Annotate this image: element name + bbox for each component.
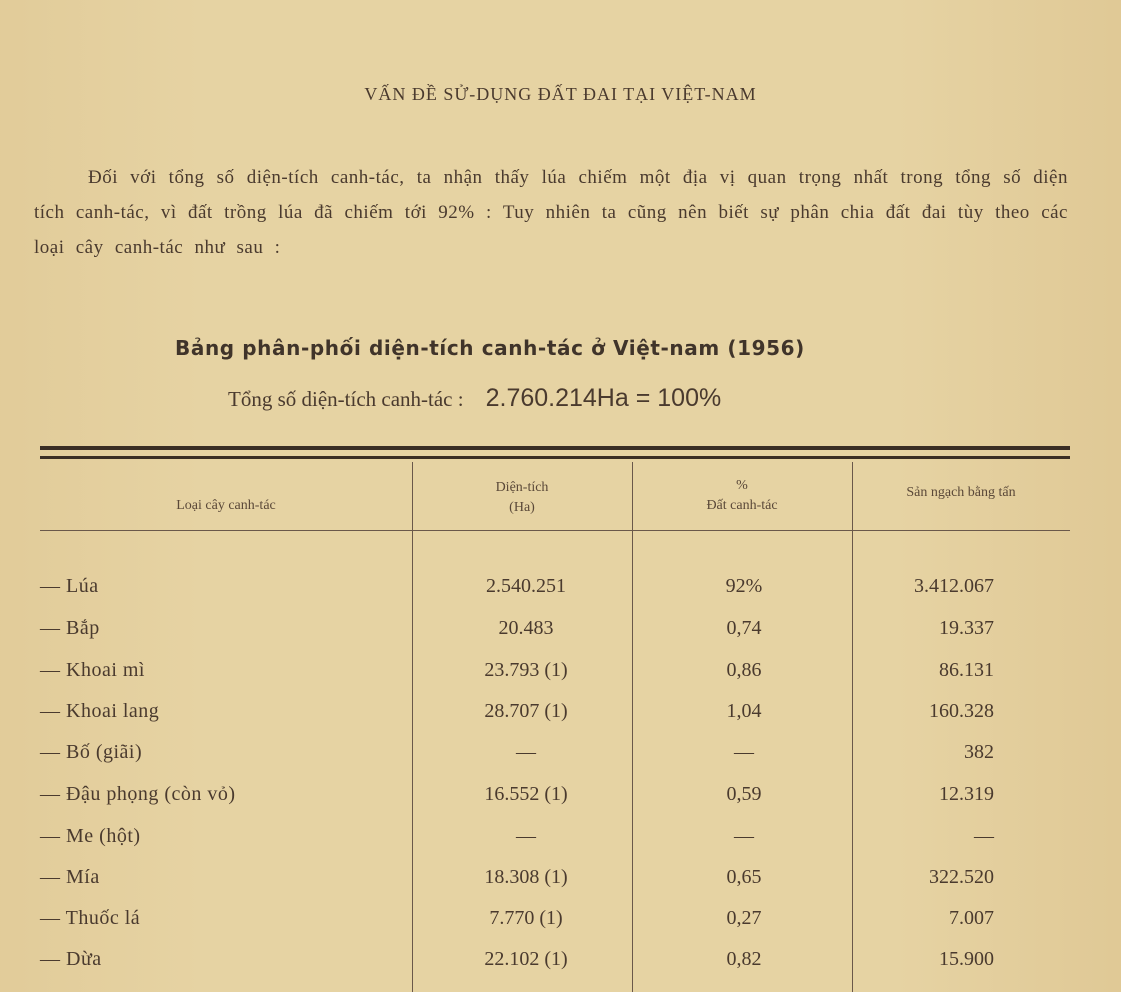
crop-percent: — <box>734 825 754 847</box>
crop-area: 16.552 (1) <box>484 783 568 805</box>
header-crop: Loại cây canh-tác <box>176 498 276 513</box>
crop-production: 160.328 <box>929 700 994 722</box>
crop-production: — <box>974 825 994 847</box>
crop-production: 322.520 <box>929 866 994 888</box>
table-row <box>40 866 1070 908</box>
crop-name: — Thuốc lá <box>40 907 141 929</box>
total-area-line <box>228 384 721 413</box>
crop-name: — Bắp <box>40 617 100 639</box>
crop-percent: 0,74 <box>726 617 762 639</box>
page-heading: VẤN ĐỀ SỬ-DỤNG ĐẤT ĐAI TẠI VIỆT-NAM <box>364 84 757 104</box>
header-percent <box>632 476 852 516</box>
crop-area: 23.793 (1) <box>484 659 568 681</box>
crop-name: — Bố (giãi) <box>40 741 143 763</box>
total-area-label: Tổng số diện-tích canh-tác : <box>228 387 464 411</box>
crop-area: 2.540.251 <box>486 575 566 597</box>
intro-paragraph <box>34 160 1068 265</box>
crop-name: — Mía <box>40 866 100 888</box>
crop-name: — Dừa <box>40 948 102 970</box>
crop-percent: — <box>734 741 754 763</box>
header-area-line1: Diện-tích <box>495 480 549 495</box>
crop-percent: 0,27 <box>726 907 762 929</box>
table-row <box>40 741 1070 783</box>
total-area-value: 2.760.214Ha = 100% <box>485 384 722 412</box>
crop-percent: 1,04 <box>726 700 762 722</box>
crop-production: 12.319 <box>939 783 994 805</box>
crop-percent: 0,59 <box>726 783 762 805</box>
crop-production: 15.900 <box>939 948 994 970</box>
crop-percent: 92% <box>725 575 763 597</box>
header-area-line2: (Ha) <box>509 500 535 515</box>
crop-name: — Khoai mì <box>40 659 145 681</box>
crop-production: 19.337 <box>939 617 994 639</box>
table-row <box>40 659 1070 701</box>
header-percent-line1: % <box>736 478 748 493</box>
table-header-rule <box>40 530 1070 531</box>
crop-name: — Đậu phọng (còn vỏ) <box>40 783 236 805</box>
crop-production: 3.412.067 <box>914 575 994 597</box>
crop-area: 22.102 (1) <box>484 948 568 970</box>
crop-area: 28.707 (1) <box>484 700 568 722</box>
crop-production: 7.007 <box>949 907 994 929</box>
table-row <box>40 825 1070 867</box>
crop-percent: 0,82 <box>726 948 762 970</box>
crop-production: 382 <box>964 741 994 763</box>
crop-percent: 0,86 <box>726 659 762 681</box>
header-production: Sản ngạch bằng tấn <box>906 485 1016 500</box>
table-row <box>40 907 1070 949</box>
crop-area: — <box>516 741 536 763</box>
table-row <box>40 783 1070 825</box>
crop-percent: 0,65 <box>726 866 762 888</box>
intro-paragraph-text: Đối với tổng số diện-tích canh-tác, ta nhận thấy lúa chiếm một địa vị quan trọng nhất trong tổng số diện tích canh-tác, vì đất trồng lúa đã chiếm tới 92% : Tuy nhiên ta cũng nên biết sự phân chia đất đai tùy theo các loại cây canh-tác như sau : <box>34 167 1068 258</box>
crop-area: 20.483 <box>498 617 554 639</box>
table-row <box>40 617 1070 659</box>
table-row <box>40 700 1070 742</box>
crop-name: — Lúa <box>40 575 99 597</box>
table-row <box>40 948 1070 990</box>
crop-area: 7.770 (1) <box>489 907 563 929</box>
table-row <box>40 575 1070 617</box>
table-top-rule <box>40 446 1070 450</box>
crop-name: — Me (hột) <box>40 825 141 847</box>
crop-area: 18.308 (1) <box>484 866 568 888</box>
crop-name: — Khoai lang <box>40 700 160 722</box>
crop-area: — <box>516 825 536 847</box>
header-area <box>412 478 632 518</box>
header-percent-line2: Đất canh-tác <box>706 498 778 513</box>
crop-production: 86.131 <box>939 659 994 681</box>
table-title: Bảng phân-phối diện-tích canh-tác ở Việt-nam (1956) <box>175 336 805 360</box>
table-top-rule-inner <box>40 456 1070 459</box>
